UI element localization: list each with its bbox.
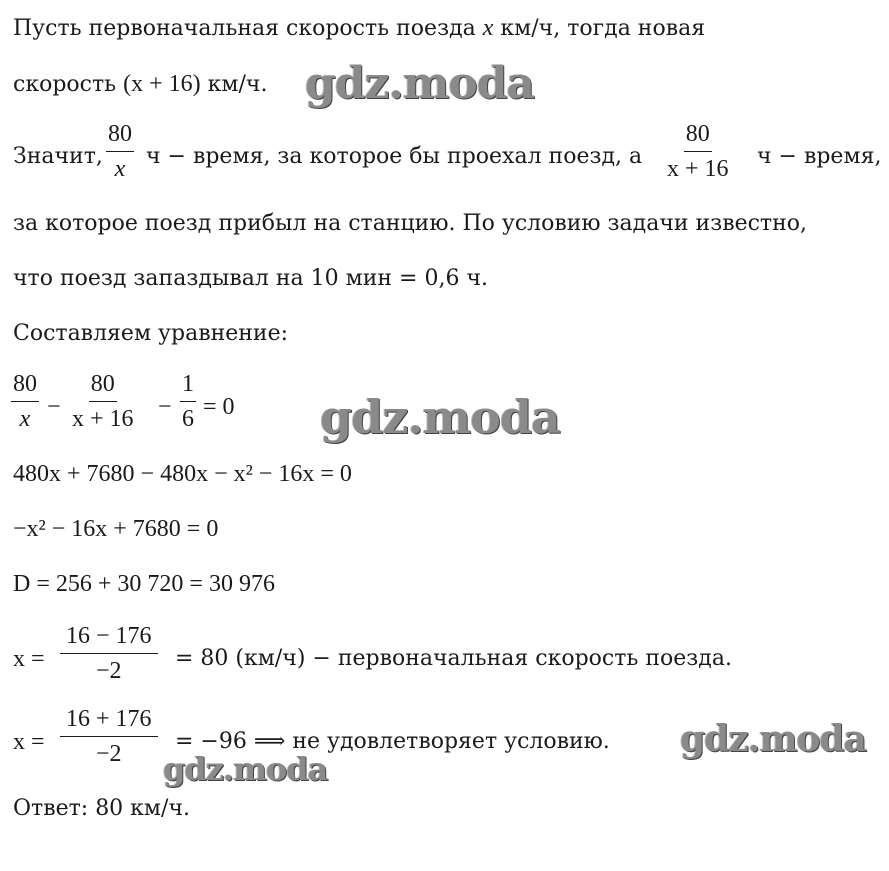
line1-var: x bbox=[482, 15, 494, 41]
eq1-fraction-3 bbox=[180, 370, 196, 433]
watermark-logo: gdz.moda bbox=[320, 390, 560, 444]
eq1-fraction-1 bbox=[11, 370, 39, 433]
line2-text: скорость bbox=[13, 72, 117, 97]
watermark-logo: gdz.moda bbox=[305, 58, 535, 109]
fraction-80-over-x-plus-16 bbox=[665, 120, 731, 183]
root1-rhs: = 80 (км/ч) − первоначальная скорость поезда. bbox=[175, 646, 732, 671]
text-line-5: что поезд запаздывал на 10 мин = 0,6 ч. bbox=[13, 266, 488, 291]
fraction-denominator: 6 bbox=[182, 406, 194, 432]
fraction-numerator: 80 bbox=[11, 370, 39, 402]
root1-fraction bbox=[60, 622, 158, 685]
fraction-80-over-x bbox=[106, 120, 134, 183]
fraction-denominator: x + 16 bbox=[72, 406, 134, 432]
fraction-numerator: 80 bbox=[684, 120, 712, 152]
fraction-numerator: 80 bbox=[89, 370, 117, 402]
equation-3: −x² − 16x + 7680 = 0 bbox=[13, 516, 219, 542]
watermark-logo: gdz.moda bbox=[163, 750, 328, 788]
root1-lhs: x = bbox=[13, 646, 45, 672]
text-line-4: за которое поезд прибыл на станцию. По условию задачи известно, bbox=[13, 211, 807, 236]
line2-unit: км/ч. bbox=[207, 72, 268, 97]
fraction-denominator: −2 bbox=[96, 741, 122, 767]
line2-expr: (x + 16) bbox=[123, 71, 201, 97]
fraction-numerator: 80 bbox=[106, 120, 134, 152]
fraction-denominator: −2 bbox=[96, 658, 122, 684]
root2-lhs: x = bbox=[13, 729, 45, 755]
fraction-denominator: x bbox=[19, 406, 31, 432]
line1-rest: , тогда новая bbox=[553, 16, 706, 41]
text-line-1 bbox=[13, 14, 705, 43]
line1-unit: км/ч bbox=[500, 16, 554, 41]
eq1-minus-2: − bbox=[158, 394, 172, 420]
line3-tail: ч − время, bbox=[757, 144, 882, 169]
eq1-minus-1: − bbox=[47, 394, 61, 420]
equation-2: 480x + 7680 − 480x − x² − 16x = 0 bbox=[13, 461, 352, 487]
eq1-rhs: = 0 bbox=[203, 394, 235, 420]
fraction-denominator: x + 16 bbox=[667, 156, 729, 182]
text-line-2 bbox=[13, 70, 267, 99]
line1-text: Пусть первоначальная скорость поезда bbox=[13, 16, 476, 41]
watermark-logo: gdz.moda bbox=[680, 718, 866, 760]
line3-mid: ч − время, за которое бы проехал поезд, а bbox=[146, 144, 643, 169]
fraction-numerator: 1 bbox=[180, 370, 196, 402]
fraction-denominator: x bbox=[114, 156, 126, 182]
root2-fraction bbox=[60, 705, 158, 768]
equation-4: D = 256 + 30 720 = 30 976 bbox=[13, 571, 275, 597]
eq1-fraction-2 bbox=[70, 370, 136, 433]
text-line-6: Составляем уравнение: bbox=[13, 321, 289, 346]
root2-rhs: = −96 ⟹ не удовлетворяет условию. bbox=[175, 729, 610, 754]
fraction-numerator: 16 + 176 bbox=[60, 705, 158, 737]
fraction-numerator: 16 − 176 bbox=[60, 622, 158, 654]
line3-lead: Значит, bbox=[13, 144, 103, 169]
answer-line: Ответ: 80 км/ч. bbox=[13, 796, 190, 821]
